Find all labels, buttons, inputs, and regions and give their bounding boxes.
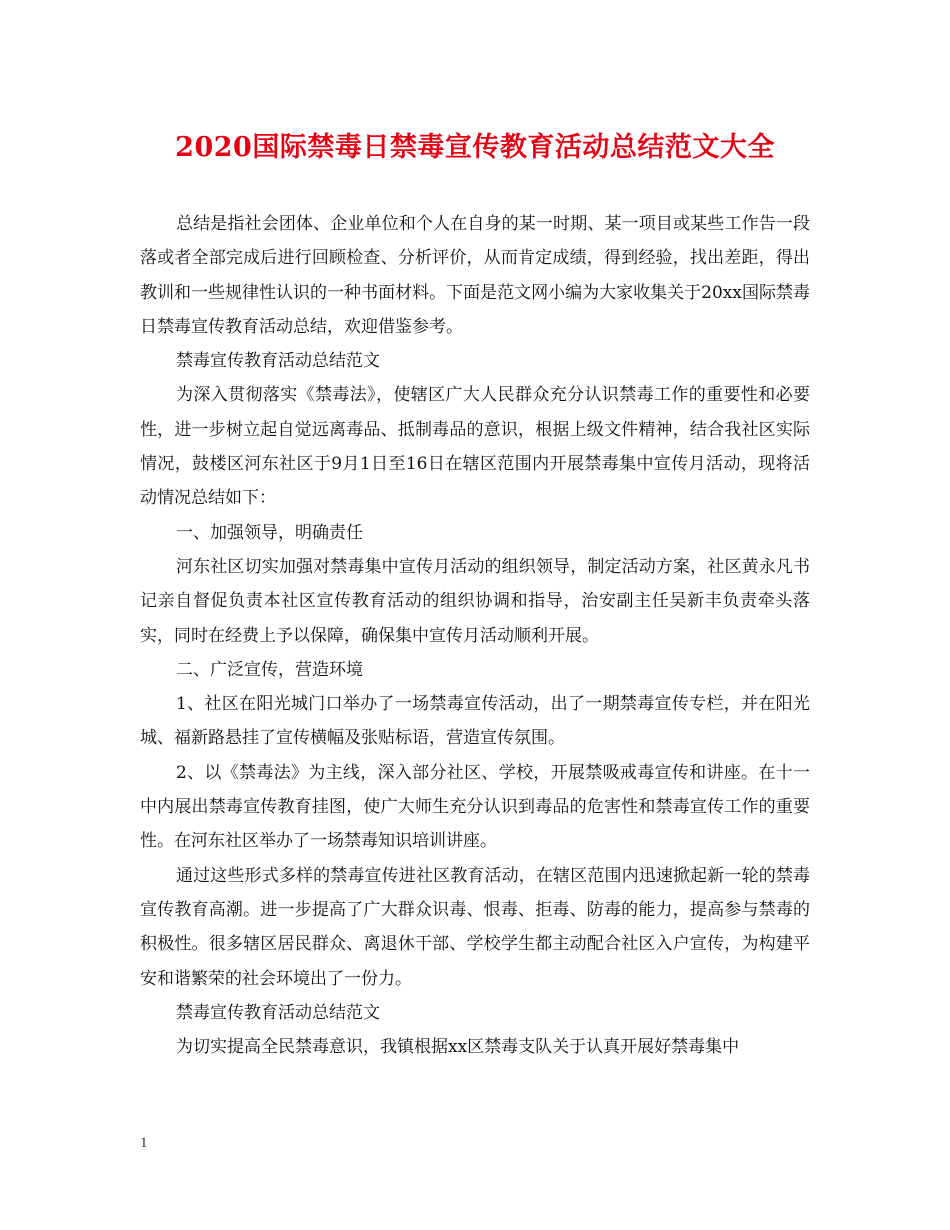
section-heading: 禁毒宣传教育活动总结范文 (176, 1002, 380, 1023)
paragraph: 为深入贯彻落实《禁毒法》，使辖区广大人民群众充分认识禁毒工作的重要性和必要性，进一步树立起自觉远离毒品、抵制毒品的意识，根据上级文件精神，结合我社区实际情况，鼓楼区河东社区于9月1日至16日在辖区范围内开展禁毒集中宣传月活动，现将活动情况总结如下： (140, 385, 810, 509)
paragraph: 通过这些形式多样的禁毒宣传进社区教育活动，在辖区范围内迅速掀起新一轮的禁毒宣传教育高潮。进一步提高了广大群众识毒、恨毒、拒毒、防毒的能力，提高参与禁毒的积极性。很多辖区居民群众、离退休干部、学校学生都主动配合社区入户宣传，为构建平安和谐繁荣的社会环境出了一份力。 (140, 865, 810, 989)
subsection-heading: 二、广泛宣传，营造环境 (176, 659, 363, 680)
page-number: 1 (140, 1135, 148, 1151)
document-body (140, 207, 810, 1064)
section-heading: 禁毒宣传教育活动总结范文 (176, 351, 380, 372)
paragraph: 2、以《禁毒法》为主线，深入部分社区、学校，开展禁吸戒毒宣传和讲座。在十一中内展出禁毒宣传教育挂图，使广大师生充分认识到毒品的危害性和禁毒宣传工作的重要性。在河东社区举办了一场禁毒知识培训讲座。 (140, 762, 810, 852)
subsection-heading: 一、加强领导，明确责任 (176, 522, 363, 543)
paragraph: 1、社区在阳光城门口举办了一场禁毒宣传活动，出了一期禁毒宣传专栏，并在阳光城、福新路悬挂了宣传横幅及张贴标语，营造宣传氛围。 (140, 694, 810, 749)
paragraph-intro: 总结是指社会团体、企业单位和个人在自身的某一时期、某一项目或某些工作告一段落或者全部完成后进行回顾检查、分析评价，从而肯定成绩，得到经验，找出差距，得出教训和一些规律性认识的一种书面材料。下面是范文网小编为大家收集关于20xx国际禁毒日禁毒宣传教育活动总结，欢迎借鉴参考。 (140, 214, 810, 337)
paragraph: 河东社区切实加强对禁毒集中宣传月活动的组织领导，制定活动方案，社区黄永凡书记亲自督促负责本社区宣传教育活动的组织协调和指导，治安副主任吴新丰负责牵头落实，同时在经费上予以保障，确保集中宣传月活动顺利开展。 (140, 556, 810, 646)
document-title: 2020国际禁毒日禁毒宣传教育活动总结范文大全 (175, 132, 775, 163)
paragraph: 为切实提高全民禁毒意识，我镇根据xx区禁毒支队关于认真开展好禁毒集中 (176, 1037, 740, 1058)
